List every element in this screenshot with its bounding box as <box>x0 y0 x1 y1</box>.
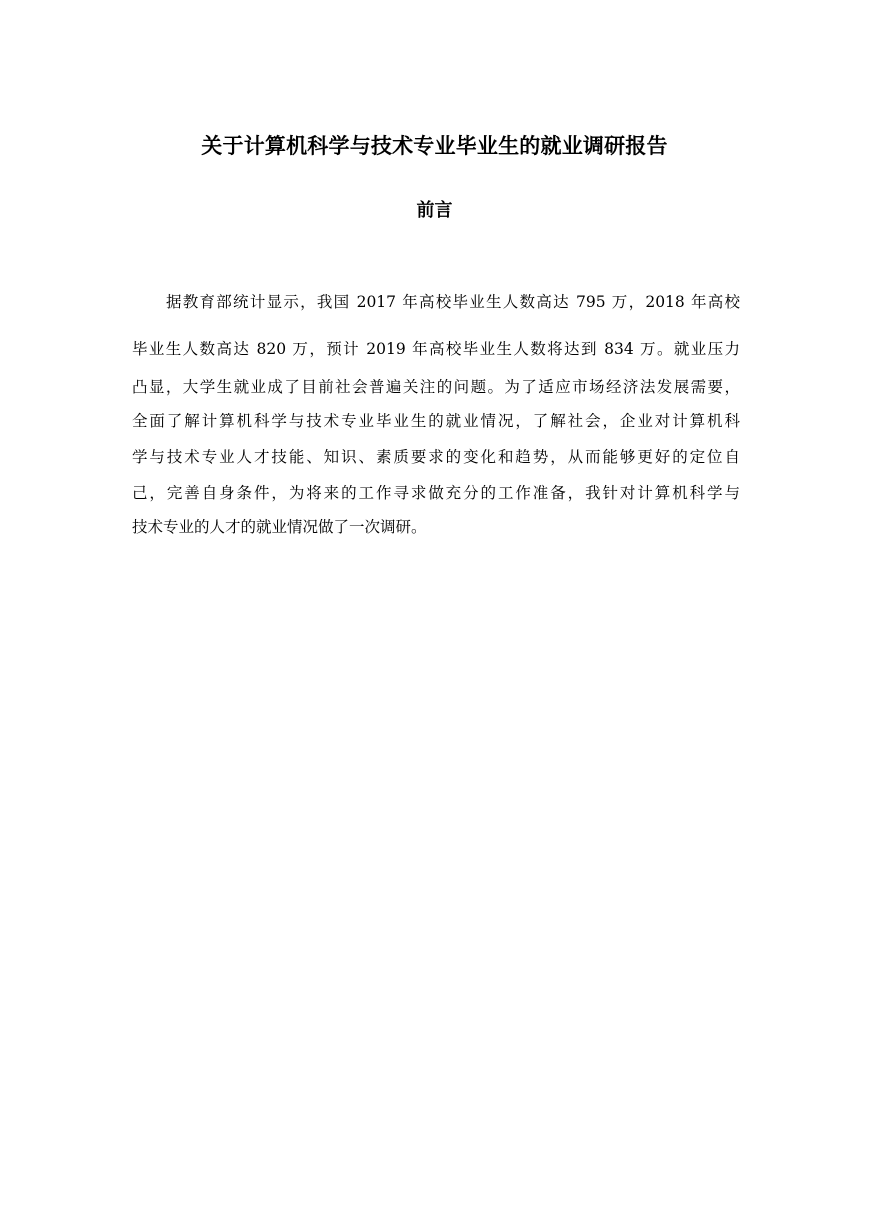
document-title: 关于计算机科学与技术专业毕业生的就业调研报告 <box>201 134 668 158</box>
paragraph-line: 据教育部统计显示，我国 2017 年高校毕业生人数高达 795 万，2018 年高校 <box>166 293 740 311</box>
paragraph-line: 凸显，大学生就业成了目前社会普遍关注的问题。为了适应市场经济法发展需要， <box>132 378 740 396</box>
paragraph-line: 己，完善自身条件，为将来的工作寻求做充分的工作准备，我针对计算机科学与 <box>132 484 740 502</box>
paragraph-line: 毕业生人数高达 820 万，预计 2019 年高校毕业生人数将达到 834 万。就业压力 <box>132 340 740 358</box>
paragraph-line: 技术专业的人才的就业情况做了一次调研。 <box>132 518 427 536</box>
paragraph-line: 全面了解计算机科学与技术专业毕业生的就业情况，了解社会，企业对计算机科 <box>132 412 740 430</box>
section-heading-preface: 前言 <box>416 200 453 221</box>
paragraph-line: 学与技术专业人才技能、知识、素质要求的变化和趋势，从而能够更好的定位自 <box>132 448 740 466</box>
